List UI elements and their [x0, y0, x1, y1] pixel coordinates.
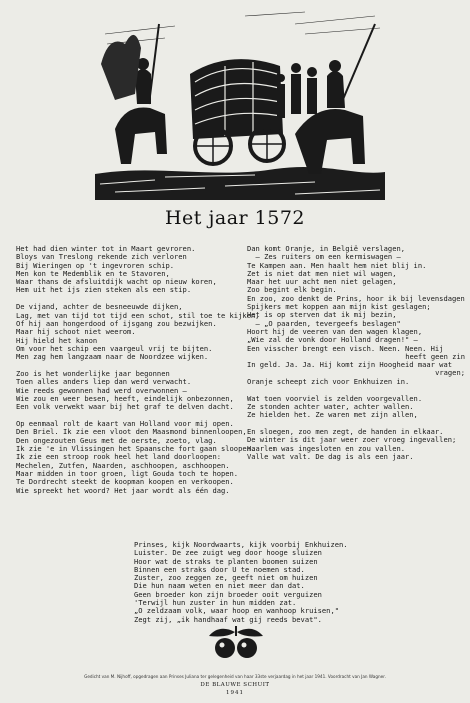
- poem-line: Valle wat valt. De dag is als een jaar.: [247, 452, 414, 462]
- poem-line: Lag, met van tijd tot tijd een schot, stil toe te kijken,: [16, 310, 260, 320]
- poem-line: Het had dien winter tot in Maart gevroren.: [16, 244, 196, 253]
- publication-year: 1941: [226, 690, 244, 696]
- poem-line: heeft geen zin: [405, 351, 465, 361]
- poem-line: Op eenmaal rolt de kaart van Holland voor mij open.: [16, 419, 234, 429]
- poem-line: Prinses, kijk Noordwaarts, kijk voorbij Enkhuizen.: [134, 540, 348, 549]
- poem-line: Mechelen, Zutfen, Naarden, aschhoopen, aschhoopen.: [16, 460, 230, 470]
- poem-line: Den ongezouten Geus met de oerste, zoeto, vlag.: [16, 435, 217, 445]
- poem-line: Haarlem was ingesloten en zou vallen.: [247, 443, 406, 453]
- poem-line: Die hun naam weten en niet meer dan dat.: [134, 581, 305, 591]
- poem-line: Maar het uur acht men niet gelagen,: [247, 277, 397, 287]
- right-column: [247, 245, 465, 461]
- poem-line: Geen broeder kon zijn broeder ooit verguizen: [134, 589, 322, 599]
- poem-line: Hij hield het kanon: [16, 335, 98, 345]
- poem-line: Toen alles anders liep dan werd verwacht.: [16, 377, 192, 387]
- poem-line: Wat toen voorviel is zelden voorgevallen.: [247, 393, 423, 403]
- poem-line: Een visscher brengt een visch. Neen. Neen. Hij: [247, 343, 444, 353]
- poem-line: Men zag hem langzaam naar de Noordzee wijken.: [16, 352, 209, 362]
- poem-line: Zuster, zoo zeggen ze, geeft niet om huizen: [134, 573, 318, 583]
- poem-line: En zoo, zoo denkt de Prins, hoor ik bij levensdagen: [247, 293, 465, 303]
- poem-line: Zoo begint elk begin.: [247, 285, 337, 295]
- woodcut-illustration: [95, 4, 385, 200]
- poem-line: Te Kampen aan. Men haalt hem niet blij in.: [247, 260, 427, 270]
- poem-line: In geld. Ja. Ja. Hij komt zijn Hoogheid maar wat: [247, 360, 452, 370]
- publisher-name: DE BLAUWE SCHUIT: [200, 682, 270, 688]
- poem-line: „Wie zal de vonk door Holland dragen!" –: [247, 335, 418, 345]
- poem-line: De winter is dit jaar weer zoer vroeg ingevallen;: [247, 435, 457, 445]
- poem-line: Zegt zij, „ik handhaaf wat gij reeds bevat".: [134, 614, 322, 624]
- poem-line: En sloegen, zoo men zegt, de handen in elkaar.: [247, 427, 444, 437]
- poem-line: Wie spreekt het woord? Het jaar wordt als één dag.: [16, 485, 230, 495]
- poem-line: Ik zie een stroop rook heel het land doorloopen:: [16, 452, 221, 462]
- poem-line: Of hij aan hongerdood of ijsgang zou bezwijken.: [16, 318, 217, 328]
- poem-line: Zet is niet dat men niet wil wagen,: [247, 268, 397, 278]
- poem-line: Maar hij schoot niet weerom.: [16, 327, 136, 337]
- poem-line: Men kon te Medemblik en te Stavoren,: [16, 268, 170, 278]
- poem-line: Hoor wat de straks te planten boomen suizen: [134, 556, 318, 566]
- poem-line: Oranje scheept zich voor Enkhuizen in.: [247, 376, 410, 386]
- poem-line: Luister. De zee zuigt weg door hooge sluizen: [134, 548, 322, 558]
- poem-line: Waar thans de afsluitdijk wacht op nieuw koren,: [16, 277, 217, 287]
- left-column: [16, 244, 260, 495]
- fruit-ornament-icon: [205, 620, 267, 662]
- poem-line: Wie reeds gewonnen had werd overwonnen –: [16, 385, 187, 395]
- poem-line: Bloys van Treslong rekende zich verloren: [16, 252, 187, 262]
- poem-line: Den Briel. Ik zie een vloot den Maasmond binnenloopen,: [16, 427, 247, 437]
- poem-line: Ze hielden het. Ze waren met zijn allen,: [247, 410, 418, 420]
- poem-line: Spijkers met koppen aan mijn kist geslagen;: [247, 302, 431, 312]
- colophon: Gedicht van M. Nijhoff, opgedragen aan Prinses Juliana ter gelegenheid van haar 33ste verjaardag in het jaar 1941. Voordracht van Jan Wagner.: [84, 674, 386, 679]
- poem-line: Zoo is het wonderlijke jaar begonnen: [16, 369, 170, 379]
- poem-line: Om voor het schip een vaargeul vrij te bijten.: [16, 343, 213, 353]
- closing-stanza: [134, 541, 354, 624]
- poem-line: Hoort hij de veeren van den wagen klagen,: [247, 326, 423, 336]
- poem-line: Wie zou en weer besen, heeft, eindelijk onbezonnen,: [16, 393, 234, 403]
- poem-line: Binnen een straks door U te noemen stad.: [134, 564, 305, 574]
- poem-line: 'Terwijl hun zuster in hun midden zat.: [134, 598, 297, 608]
- poem-title: Het jaar 1572: [164, 207, 305, 229]
- poem-line: – Zes ruiters om een kermiswagen –: [247, 252, 401, 262]
- poem-line: De vijand, achter de besneeuwde dijken,: [16, 302, 183, 312]
- poem-line: Dan komt Oranje, in België verslagen,: [247, 244, 406, 253]
- poem-line: Hem uit het ijs zien steken als een stip.: [16, 285, 192, 295]
- poem-line: Ik zie 'e in Vlissingen het Spaansche fort gaan sloopen.: [16, 444, 256, 454]
- poem-line: Te Dordrecht steekt de koopman koopen en verkoopen.: [16, 477, 234, 487]
- poem-line: Een volk verwekt waar bij het graf te delven dacht.: [16, 402, 234, 412]
- poem-line: vragen;: [435, 368, 465, 378]
- poem-line: – „O paarden, tevergeefs beslagen": [247, 318, 401, 328]
- poem-line: „O zeldzaam volk, waar hoop en wanhoop kruisen,": [134, 606, 339, 616]
- poem-line: Maar midden in toor groen, ligt Gouda toch te hopen.: [16, 468, 239, 478]
- poem-line: Het is op sterven dat ik mij bezin,: [247, 310, 397, 320]
- poem-line: Ze stonden achter water, achter wallen.: [247, 401, 414, 411]
- poem-line: Bij Wieringen op 't ingevroren schip.: [16, 260, 175, 270]
